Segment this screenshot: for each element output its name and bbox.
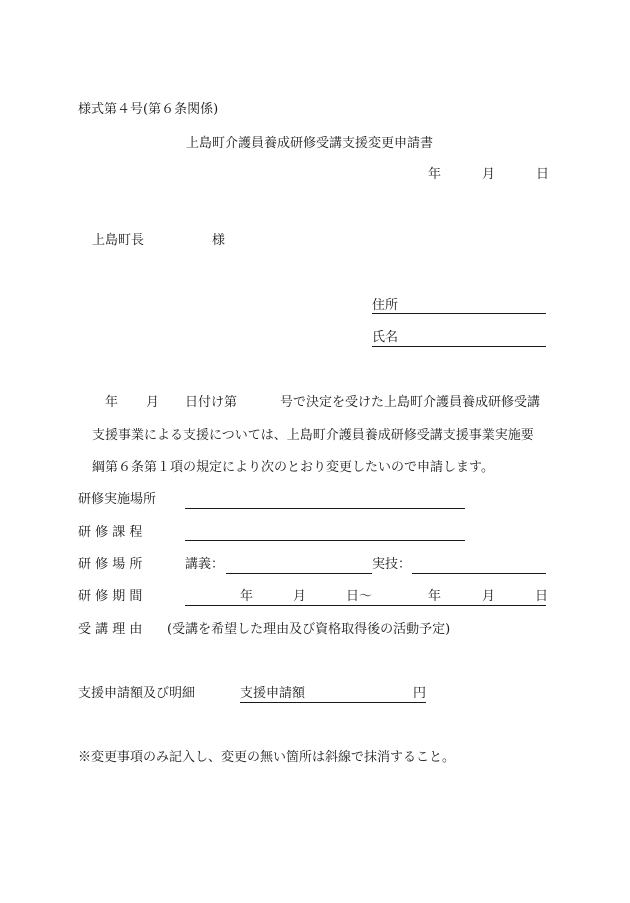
name-label: 氏名 xyxy=(372,330,399,345)
practice-line[interactable] xyxy=(412,573,546,574)
date-month-label: 月 xyxy=(482,167,496,182)
body-year-label: 年 xyxy=(105,395,119,410)
form-number: 様式第４号(第６条関係) xyxy=(78,102,219,117)
body-line1-rest: 号で決定を受けた上島町介護員養成研修受講 xyxy=(280,395,541,410)
period-day1: 日～ xyxy=(346,589,373,604)
period-line[interactable] xyxy=(185,605,546,606)
body-date-suffix: 日付け第 xyxy=(185,395,238,410)
address-line[interactable] xyxy=(372,313,546,314)
reason-label: 受 講 理 由 xyxy=(78,622,143,637)
period-year1: 年 xyxy=(240,589,254,604)
name-line[interactable] xyxy=(372,346,546,347)
period-month1: 月 xyxy=(293,589,307,604)
addressee-honorific: 様 xyxy=(212,233,226,248)
reason-note: (受講を希望した理由及び資格取得後の活動予定) xyxy=(167,622,451,637)
amount-sublabel: 支援申請額 xyxy=(240,686,306,701)
lecture-line[interactable] xyxy=(226,573,372,574)
practice-label: 実技： xyxy=(372,557,412,572)
period-year2: 年 xyxy=(428,589,442,604)
date-day-label: 日 xyxy=(536,167,550,182)
amount-line[interactable] xyxy=(240,702,426,703)
place-label: 研 修 場 所 xyxy=(78,557,143,572)
venue-line[interactable] xyxy=(185,508,465,509)
amount-unit: 円 xyxy=(413,686,427,701)
footnote: ※変更事項のみ記入し、変更の無い箇所は斜線で抹消すること。 xyxy=(78,750,456,765)
period-day2: 日 xyxy=(535,589,549,604)
period-month2: 月 xyxy=(482,589,496,604)
course-line[interactable] xyxy=(185,540,465,541)
body-month-label: 月 xyxy=(146,395,160,410)
venue-label: 研修実施場所 xyxy=(78,492,157,507)
address-label: 住所 xyxy=(372,298,399,313)
date-year-label: 年 xyxy=(428,167,442,182)
body-line2: 支援事業による支援については、上島町介護員養成研修受講支援事業実施要 xyxy=(92,428,534,443)
body-line3: 綱第６条第１項の規定により次のとおり変更したいので申請します。 xyxy=(92,460,494,475)
period-label: 研 修 期 間 xyxy=(78,589,143,604)
addressee-name: 上島町長 xyxy=(92,233,145,248)
amount-label: 支援申請額及び明細 xyxy=(78,686,196,701)
lecture-label: 講義： xyxy=(185,557,225,572)
course-label: 研 修 課 程 xyxy=(78,525,143,540)
document-title: 上島町介護員養成研修受講支援変更申請書 xyxy=(186,136,434,151)
